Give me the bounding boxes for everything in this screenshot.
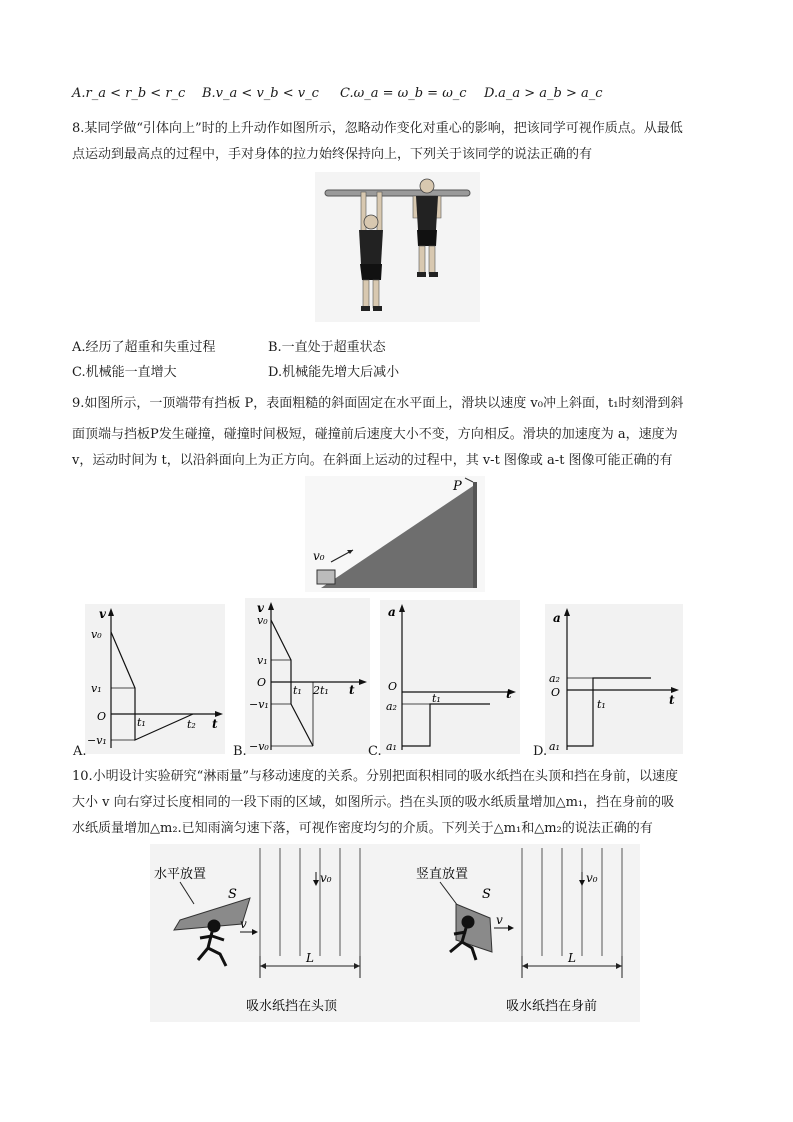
svg-text:v: v <box>240 917 247 931</box>
q8-stem-line1: 8.某同学做“引体向上”时的上升动作如图所示，忽略动作变化对重心的影响，把该同学可视作质点。从最低 <box>72 121 683 136</box>
svg-text:O: O <box>257 676 267 689</box>
q7-option-d: D.a_a > a_b > a_c <box>484 86 603 101</box>
svg-text:O: O <box>97 710 107 723</box>
q8-option-a: A.经历了超重和失重过程 <box>72 340 216 355</box>
rain-figure <box>150 844 640 1022</box>
svg-text:t: t <box>669 693 675 707</box>
graph-c-label: C. <box>368 744 382 759</box>
left-caption: 吸水纸挡在头顶 <box>246 999 338 1014</box>
q8-stem-line2: 点运动到最高点的过程中，手对身体的拉力始终保持向上，下列关于该同学的说法正确的有 <box>72 147 593 162</box>
svg-text:t₂: t₂ <box>187 718 196 731</box>
svg-text:t₁: t₁ <box>597 698 606 711</box>
svg-text:v₀: v₀ <box>91 628 102 641</box>
svg-text:S: S <box>228 887 237 902</box>
label-p: P <box>453 479 462 494</box>
slider-block <box>317 570 335 584</box>
graph-c <box>380 600 520 754</box>
svg-text:L: L <box>306 951 314 965</box>
q9-stem-line2: 面顶端与挡板P发生碰撞，碰撞时间极短，碰撞前后速度大小不变，方向相反。滑块的加速度为 a，速度为 <box>72 427 678 442</box>
svg-text:a₁: a₁ <box>386 740 397 753</box>
svg-text:−v₀: −v₀ <box>249 740 269 753</box>
svg-text:O: O <box>388 680 398 693</box>
svg-text:O: O <box>551 686 561 699</box>
q8-option-d: D.机械能先增大后减小 <box>268 365 400 380</box>
q10-stem-line3: 水纸质量增加△m₂.已知雨滴匀速下落，可视作密度均匀的介质。下列关于△m₁和△m₂的说法正确的有 <box>72 821 653 836</box>
svg-text:水平放置: 水平放置 <box>154 867 207 882</box>
graph-a <box>85 604 225 754</box>
q9-stem-line3: v，运动时间为 t，以沿斜面向上为正方向。在斜面上运动的过程中，其 v-t 图像或 a-t 图像可能正确的有 <box>72 453 673 468</box>
q8-option-b: B.一直处于超重状态 <box>268 340 386 355</box>
svg-text:v₁: v₁ <box>257 654 268 667</box>
svg-text:竖直放置: 竖直放置 <box>416 867 469 882</box>
q9-stem-line1: 9.如图所示，一顶端带有挡板 P，表面粗糙的斜面固定在水平面上，滑块以速度 v₀冲上斜面，t₁时刻滑到斜 <box>72 396 684 411</box>
q7-option-b: B.v_a < v_b < v_c <box>202 86 319 101</box>
svg-text:v: v <box>496 913 503 927</box>
svg-text:v₀: v₀ <box>586 871 598 885</box>
svg-text:v₀: v₀ <box>320 871 332 885</box>
svg-text:t₁: t₁ <box>293 684 302 697</box>
svg-text:−v₁: −v₁ <box>87 734 107 747</box>
graph-b-label: B. <box>233 744 247 759</box>
svg-text:v: v <box>99 607 106 621</box>
svg-text:S: S <box>482 887 491 902</box>
svg-text:t₁: t₁ <box>137 716 146 729</box>
graph-d <box>545 604 683 754</box>
svg-text:a₂: a₂ <box>549 672 560 685</box>
svg-text:a₂: a₂ <box>386 700 397 713</box>
svg-text:2t₁: 2t₁ <box>313 684 329 697</box>
svg-text:−v₁: −v₁ <box>249 698 269 711</box>
graph-a-label: A. <box>73 744 87 759</box>
right-caption: 吸水纸挡在身前 <box>506 999 598 1014</box>
svg-text:v₀: v₀ <box>257 614 268 627</box>
svg-text:a: a <box>553 611 561 625</box>
label-v0: v₀ <box>313 549 325 563</box>
graph-d-label: D. <box>533 744 548 759</box>
graph-b <box>245 598 370 754</box>
svg-text:t₁: t₁ <box>432 692 441 705</box>
svg-text:t: t <box>349 683 355 697</box>
q10-stem-line1: 10.小明设计实验研究“淋雨量”与移动速度的关系。分别把面积相同的吸水纸挡在头顶和挡在身前，以速度 <box>72 769 678 784</box>
incline-figure <box>305 476 485 592</box>
svg-text:v: v <box>257 601 264 615</box>
q7-option-c: C.ω_a = ω_b = ω_c <box>340 86 467 101</box>
svg-text:L: L <box>568 951 576 965</box>
q10-stem-line2: 大小 v 向右穿过长度相同的一段下雨的区域，如图所示。挡在头顶的吸水纸质量增加△m₁，挡在身前的吸 <box>72 795 675 810</box>
q8-option-c: C.机械能一直增大 <box>72 365 177 380</box>
pull-up-figure <box>315 172 480 322</box>
svg-text:a: a <box>388 605 396 619</box>
svg-text:a₁: a₁ <box>549 740 560 753</box>
q7-option-a: A.r_a < r_b < r_c <box>72 86 186 101</box>
svg-text:t: t <box>506 687 512 701</box>
svg-text:t: t <box>212 717 218 731</box>
svg-text:v₁: v₁ <box>91 682 102 695</box>
